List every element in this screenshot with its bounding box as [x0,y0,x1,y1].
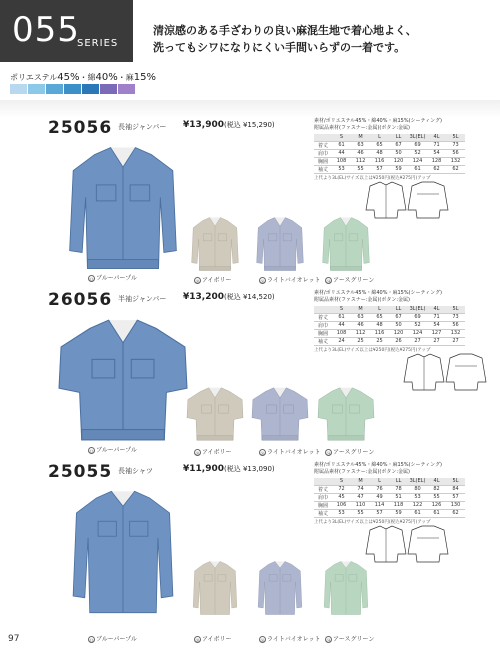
color-number: ⑳ [195,451,200,456]
table-cell: 120 [389,329,408,337]
table-cell: S [332,306,351,313]
table-cell: 65 [370,141,389,149]
table-cell: 24 [332,337,351,345]
spec-text [314,290,442,304]
table-cell: 56 [446,321,465,329]
fabric-pct-2: 40% [95,72,118,83]
table-cell: 胸囲 [314,157,332,165]
size-note: 上代より3L(EL)サイズ以上は¥250円(税込¥275円)アップ [314,348,431,353]
table-cell: 27 [446,337,465,345]
price-value: ¥11,900 [183,464,224,474]
color-variant-image [317,386,375,446]
table-cell: 46 [351,149,370,157]
color-variant-caption [194,275,231,284]
table-cell: 44 [332,149,351,157]
table-cell: 110 [351,501,370,509]
table-cell: 61 [332,141,351,149]
color-label: アイボリー [202,636,232,643]
table-cell: 45 [332,493,351,501]
copy-line-1: 清涼感のある手ざわりの良い麻混生地で着心地よく、 [153,24,417,37]
table-cell: 63 [351,313,370,321]
table-cell: 袖丈 [314,509,332,517]
color-variant-image [251,560,309,620]
table-cell: 胸囲 [314,501,332,509]
color-variant-image [251,386,309,446]
color-number: ㉖ [260,638,265,643]
product-code: 25056 [48,118,113,138]
table-cell: 67 [389,141,408,149]
color-variant-image [317,560,375,620]
size-table [314,134,465,174]
fabric-label-2: ・綿 [79,73,96,82]
table-cell: 3L(EL) [409,306,426,313]
spec-accessory: 附属品素材(ファスナー:金属)(ボタン:金属) [314,125,410,131]
table-cell: 50 [389,149,408,157]
table-cell: 114 [370,501,389,509]
table-cell: 55 [351,165,370,173]
table-cell: LL [389,134,408,141]
spec-material: 素材/ポリエステル45%・綿40%・麻15%(シーティング) [314,462,442,468]
table-cell: 73 [446,141,465,149]
table-cell: 108 [332,329,351,337]
product-code: 25055 [48,462,113,482]
garment-diagram [362,180,452,224]
table-cell: 108 [332,157,351,165]
table-cell: 74 [351,485,370,493]
color-label: アイボリー [202,277,232,284]
table-cell: 62 [427,165,446,173]
table-cell [314,478,332,485]
table-cell: 肩巾 [314,149,332,157]
color-variant-caption [325,634,374,643]
table-cell: 59 [389,509,408,517]
price-tax: (税込 ¥13,090) [224,465,275,473]
table-cell: 112 [351,329,370,337]
table-row [314,141,465,149]
table-row [314,313,465,321]
color-variant-caption [325,275,374,284]
table-cell: 116 [370,329,389,337]
color-number: ㉞ [326,451,331,456]
color-variant-caption [259,447,320,456]
color-variant-image [186,386,244,446]
table-row [314,157,465,165]
table-cell: 27 [408,337,427,345]
table-row [314,501,465,509]
table-cell: 27 [427,337,446,345]
header-copy [153,22,417,56]
table-cell: 112 [351,157,370,165]
color-variant-image [186,560,244,620]
fabric-pct-3: 15% [133,72,156,83]
table-cell: 63 [351,141,370,149]
table-cell: S [332,478,351,485]
fabric-color-swatch [100,84,117,94]
table-cell: 57 [370,509,389,517]
fabric-label-1: ポリエステル [10,73,58,82]
table-cell: 胸囲 [314,329,332,337]
page-number: 97 [8,634,20,644]
spec-material: 素材/ポリエステル45%・綿40%・麻15%(シーティング) [314,118,442,124]
fabric-color-swatch [28,84,45,94]
table-cell: 65 [370,313,389,321]
size-table [314,306,465,346]
color-number: ⑬ [89,638,94,643]
table-cell: 52 [408,321,427,329]
color-label: ライトバイオレット [267,636,321,643]
table-cell: 122 [408,501,427,509]
fabric-color-swatch [46,84,63,94]
color-variant-caption [194,634,231,643]
color-number: ⑳ [195,279,200,284]
table-cell: M [351,478,370,485]
table-cell: M [351,306,370,313]
fabric-composition [10,72,156,83]
table-cell: 56 [446,149,465,157]
garment-diagram [400,352,490,396]
color-label: ブルーパープル [96,275,137,282]
table-cell: 106 [332,501,351,509]
product-25056 [0,118,500,288]
table-cell: 52 [408,149,427,157]
main-garment-image [58,316,188,448]
table-row [314,509,465,517]
table-cell: 54 [427,149,446,157]
table-row [314,493,465,501]
table-cell: 57 [446,493,465,501]
table-cell: 51 [389,493,408,501]
table-cell: 4L [427,306,446,313]
price-value: ¥13,200 [183,292,224,302]
table-cell: L [370,478,389,485]
table-cell: 袖丈 [314,165,332,173]
table-cell: 126 [427,501,446,509]
color-number: ⑬ [89,449,94,454]
color-number: ㉞ [326,279,331,284]
table-row [314,134,465,141]
table-cell: 116 [370,157,389,165]
table-row [314,165,465,173]
series-word: SERIES [77,38,119,49]
table-cell: 着丈 [314,313,332,321]
table-cell: 5L [446,134,465,141]
table-cell: 4L [427,134,446,141]
table-cell: 61 [408,509,427,517]
color-number: ㉞ [326,638,331,643]
size-note: 上代より3L(EL)サイズ以上は¥250円(税込¥275円)アップ [314,520,431,525]
product-code: 26056 [48,290,113,310]
product-26056 [0,290,500,460]
table-cell: 5L [446,306,465,313]
table-cell: 4L [427,478,446,485]
product-name: 長袖シャツ [118,467,153,475]
table-cell: 73 [446,313,465,321]
table-cell: 59 [389,165,408,173]
table-cell: 48 [370,321,389,329]
table-cell: 124 [408,157,427,165]
table-cell: 67 [389,313,408,321]
table-cell: 25 [351,337,370,345]
table-cell: 48 [370,149,389,157]
color-number: ⑳ [195,638,200,643]
copy-line-2: 洗ってもシワになりにくい手間いらずの一着です。 [153,41,406,54]
section-divider [0,100,500,118]
color-variant-image [317,216,375,276]
table-cell: 71 [427,141,446,149]
table-cell: 61 [332,313,351,321]
main-color-caption [88,273,137,282]
table-cell: 132 [446,157,465,165]
table-cell: 53 [332,509,351,517]
fabric-label-3: ・麻 [117,73,134,82]
color-variant-caption [259,275,320,284]
color-label: ブルーパープル [96,447,137,454]
product-name: 長袖ジャンパー [118,123,167,131]
fabric-color-swatch [118,84,135,94]
table-cell: 3L(EL) [409,134,426,141]
table-cell: 44 [332,321,351,329]
table-cell: 46 [351,321,370,329]
spec-text [314,118,442,132]
color-number: ㉖ [260,451,265,456]
color-variant-image [251,216,309,276]
table-cell: 82 [427,485,446,493]
color-number: ⑬ [89,277,94,282]
table-cell: 128 [427,157,446,165]
table-cell: 47 [351,493,370,501]
color-variant-caption [325,447,374,456]
spec-accessory: 附属品素材(ファスナー:金属)(ボタン:金属) [314,469,410,475]
table-row [314,485,465,493]
table-cell: 124 [408,329,427,337]
table-cell: 62 [446,509,465,517]
spec-material: 素材/ポリエステル45%・綿40%・麻15%(シーティング) [314,290,442,296]
table-cell: 118 [389,501,408,509]
table-cell: L [370,306,389,313]
table-cell: 53 [332,165,351,173]
table-cell [314,306,332,313]
table-cell: 69 [408,313,427,321]
product-name: 半袖ジャンパー [118,295,167,303]
table-cell: 76 [370,485,389,493]
fabric-color-bar [10,84,135,94]
color-label: アースグリーン [333,449,375,456]
product-price [183,464,275,474]
table-cell: 132 [446,329,465,337]
color-variant-caption [194,447,231,456]
color-variant-caption [259,634,320,643]
main-color-caption [88,634,137,643]
table-cell: 53 [408,493,427,501]
fabric-color-swatch [10,84,27,94]
table-cell: 26 [389,337,408,345]
color-label: アースグリーン [333,636,375,643]
series-number: 055 [12,10,80,50]
table-cell: 61 [427,509,446,517]
table-cell: 71 [427,313,446,321]
table-cell: 肩巾 [314,493,332,501]
spec-text [314,462,442,476]
table-cell: 130 [446,501,465,509]
table-cell: 78 [389,485,408,493]
table-cell: LL [389,478,408,485]
table-row [314,321,465,329]
table-cell: 84 [446,485,465,493]
garment-diagram [362,524,452,568]
table-cell: 55 [427,493,446,501]
table-cell: 着丈 [314,141,332,149]
fabric-color-swatch [82,84,99,94]
table-cell: 120 [389,157,408,165]
main-color-caption [88,445,137,454]
table-cell: 3L(EL) [409,478,426,485]
main-garment-image [58,144,188,276]
product-price [183,120,275,130]
price-value: ¥13,900 [183,120,224,130]
price-tax: (税込 ¥14,520) [224,293,275,301]
spec-accessory: 附属品素材(ファスナー:金属)(ボタン:金属) [314,297,410,303]
table-cell: 54 [427,321,446,329]
color-label: アイボリー [202,449,232,456]
table-cell: 袖丈 [314,337,332,345]
series-badge [0,0,133,62]
table-cell: 62 [446,165,465,173]
table-cell: L [370,134,389,141]
fabric-color-swatch [64,84,81,94]
table-row [314,337,465,345]
size-note: 上代より3L(EL)サイズ以上は¥250円(税込¥275円)アップ [314,176,431,181]
table-cell: LL [389,306,408,313]
color-label: ライトバイオレット [267,277,321,284]
table-row [314,329,465,337]
table-cell [314,134,332,141]
table-cell: 49 [370,493,389,501]
table-cell: S [332,134,351,141]
fabric-pct-1: 45% [57,72,80,83]
color-label: ライトバイオレット [267,449,321,456]
table-row [314,478,465,485]
table-cell: 着丈 [314,485,332,493]
color-label: ブルーパープル [96,636,137,643]
table-cell: 55 [351,509,370,517]
size-table [314,478,465,518]
color-label: アースグリーン [333,277,375,284]
table-cell: 61 [408,165,427,173]
table-row [314,149,465,157]
table-cell: M [351,134,370,141]
table-row [314,306,465,313]
table-cell: 72 [332,485,351,493]
table-cell: 80 [408,485,427,493]
table-cell: 50 [389,321,408,329]
table-cell: 127 [427,329,446,337]
color-variant-image [186,216,244,276]
table-cell: 肩巾 [314,321,332,329]
table-cell: 5L [446,478,465,485]
table-cell: 69 [408,141,427,149]
color-number: ㉖ [260,279,265,284]
main-garment-image [58,488,188,620]
product-price [183,292,275,302]
price-tax: (税込 ¥15,290) [224,121,275,129]
table-cell: 57 [370,165,389,173]
table-cell: 25 [370,337,389,345]
